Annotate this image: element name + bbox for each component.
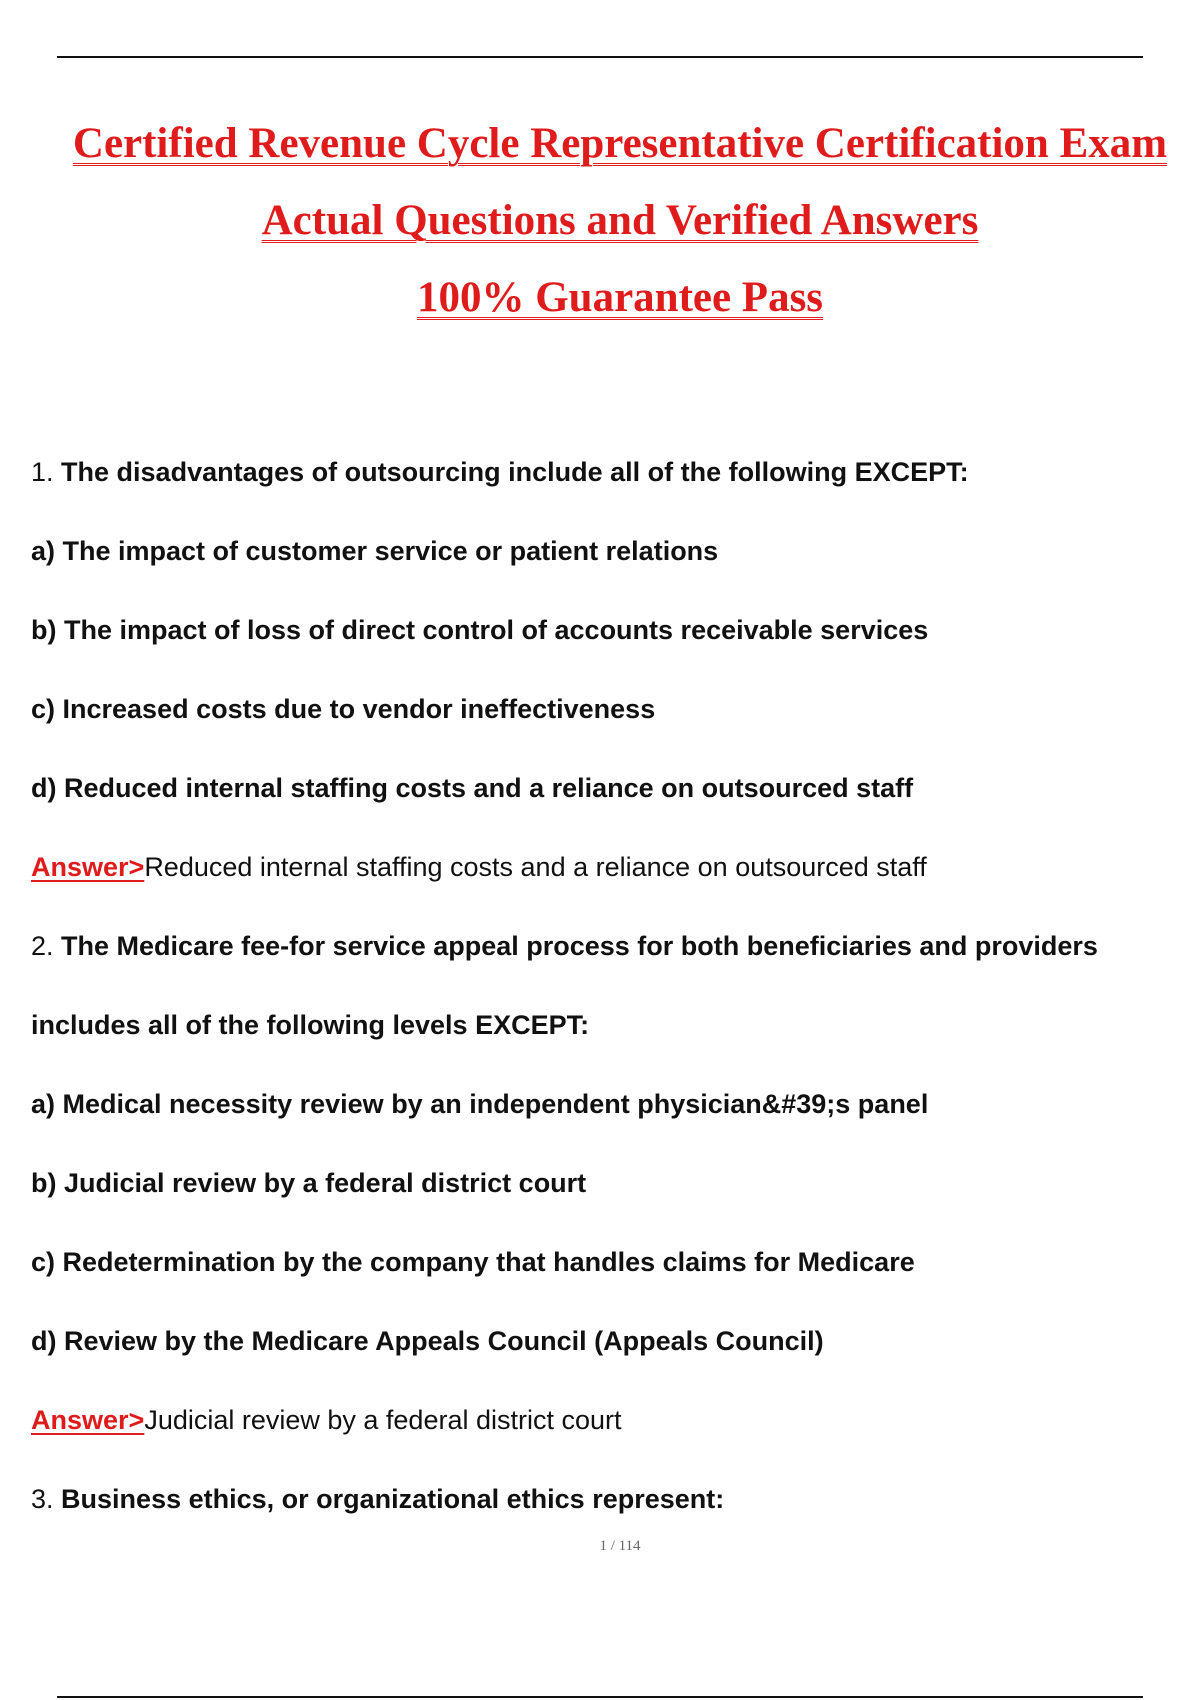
option-1b: b) The impact of loss of direct control of accounts receivable services	[31, 615, 929, 645]
answer-text: Judicial review by a federal district court	[144, 1405, 622, 1435]
question-list	[31, 448, 1171, 1554]
option-2c: c) Redetermination by the company that handles claims for Medicare	[31, 1247, 915, 1277]
answer-2	[31, 1396, 1171, 1475]
question-2	[31, 922, 1171, 1001]
question-text: Business ethics, or organizational ethics represent:	[61, 1484, 725, 1514]
bottom-rule	[57, 1696, 1143, 1698]
title-line-3: 100% Guarantee Pass	[416, 274, 824, 321]
question-text: The Medicare fee-for service appeal process for both beneficiaries and providers	[61, 931, 1098, 961]
question-number: 3.	[31, 1484, 54, 1514]
option-2d: d) Review by the Medicare Appeals Council (Appeals Council)	[31, 1326, 824, 1356]
answer-label: Answer>	[31, 1405, 145, 1435]
option-2b: b) Judicial review by a federal district court	[31, 1168, 587, 1198]
question-text: The disadvantages of outsourcing include all of the following EXCEPT:	[61, 457, 969, 487]
answer-text: Reduced internal staffing costs and a reliance on outsourced staff	[144, 852, 927, 882]
answer-label: Answer>	[31, 852, 145, 882]
answer-1	[31, 843, 1171, 922]
question-2-continued: includes all of the following levels EXCEPT:	[31, 1010, 590, 1040]
title-line-1: Certified Revenue Cycle Representative Certification Exam	[72, 120, 1168, 167]
question-number: 1.	[31, 457, 54, 487]
question-1	[31, 448, 1171, 527]
option-1c: c) Increased costs due to vendor ineffectiveness	[31, 694, 656, 724]
document-title	[0, 105, 1200, 336]
question-number: 2.	[31, 931, 54, 961]
option-1d: d) Reduced internal staffing costs and a reliance on outsourced staff	[31, 773, 914, 803]
option-1a: a) The impact of customer service or patient relations	[31, 536, 719, 566]
option-2a: a) Medical necessity review by an independent physician&#39;s panel	[31, 1089, 929, 1119]
title-line-2: Actual Questions and Verified Answers	[261, 197, 979, 244]
top-rule	[57, 56, 1143, 58]
page-indicator: 1 / 114	[599, 1538, 641, 1554]
